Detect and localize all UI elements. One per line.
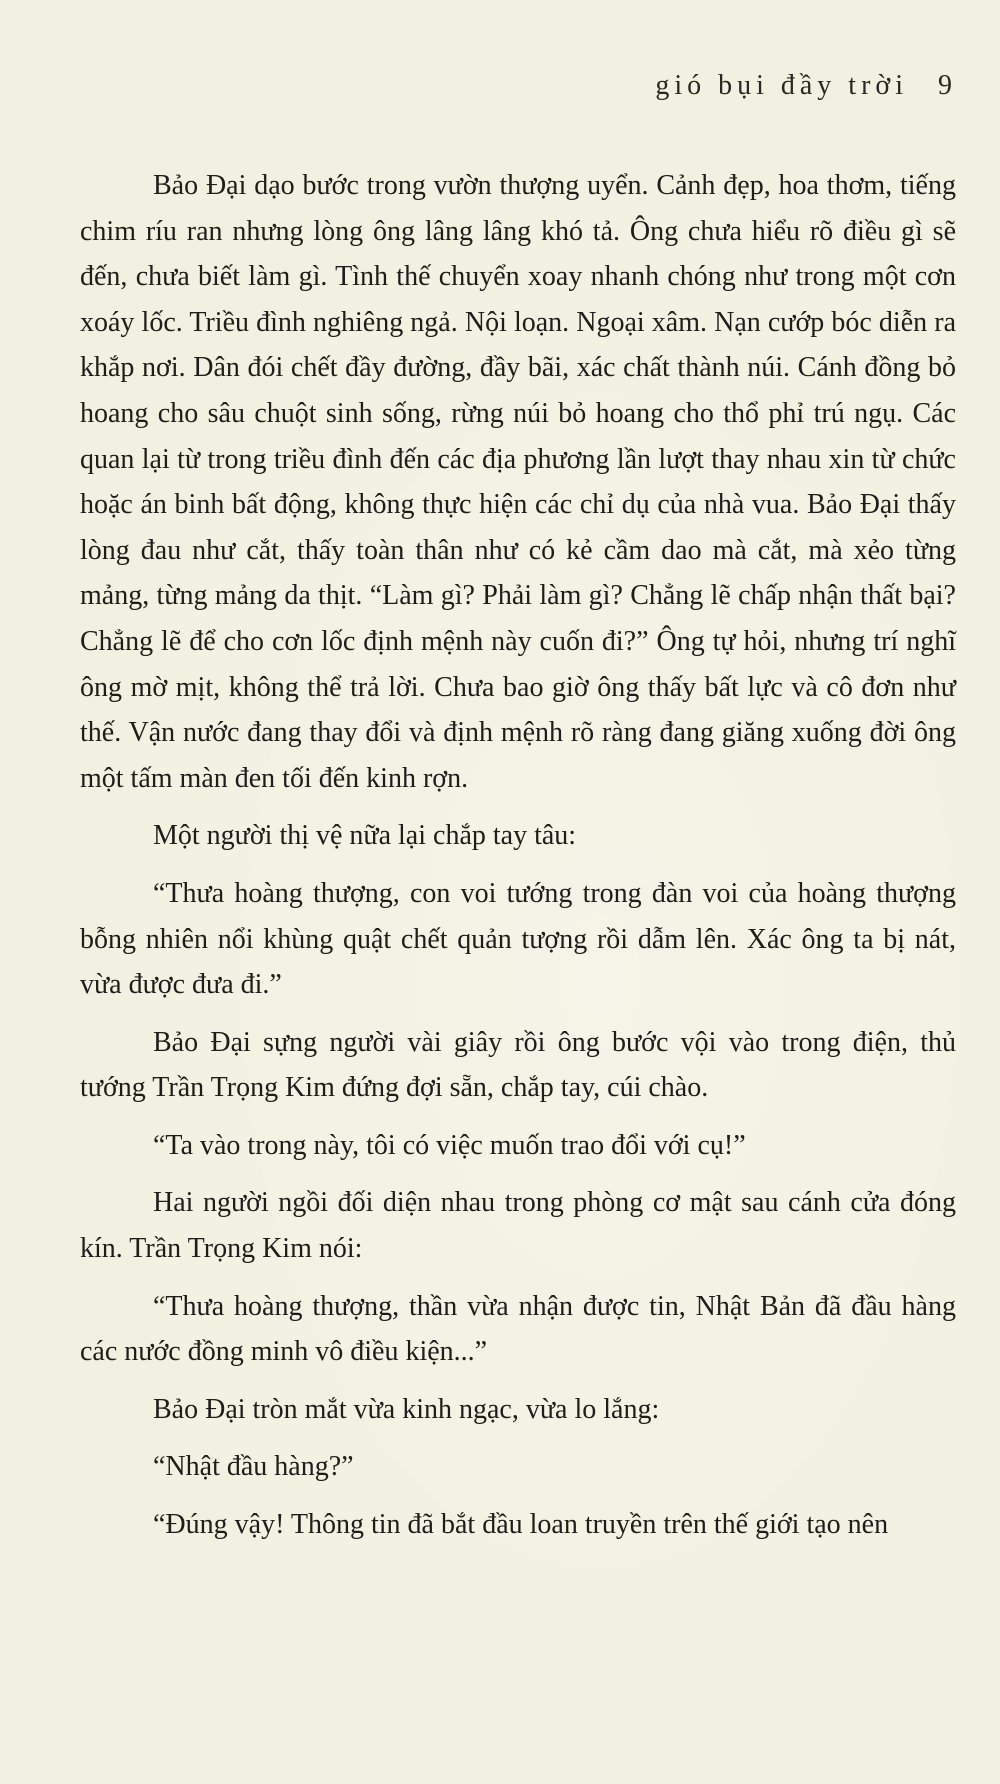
page-number: 9 — [938, 70, 952, 101]
paragraph: “Nhật đầu hàng?” — [153, 1451, 354, 1483]
paragraph: Một người thị vệ nữa lại chắp tay tâu: — [153, 820, 577, 852]
running-title: gió bụi đầy trời — [655, 70, 908, 101]
paragraph: Bảo Đại tròn mắt vừa kinh ngạc, vừa lo lắng: — [153, 1393, 660, 1425]
paragraph: “Thưa hoàng thượng, con voi tướng trong đàn voi của hoàng thượng bỗng nhiên nổi khùng quật chết quản tượng rồi dẫm lên. Xác ông ta bị nát, vừa được đưa đi.” — [80, 877, 956, 1001]
paragraph: Bảo Đại dạo bước trong vườn thượng uyển. Cảnh đẹp, hoa thơm, tiếng chim ríu ran nhưng lòng ông lâng lâng khó tả. Ông chưa hiểu rõ điều gì sẽ đến, chưa biết làm gì. Tình thế chuyển xoay nhanh chóng như trong một cơn xoáy lốc. Triều đình nghiêng ngả. Nội loạn. Ngoại xâm. Nạn cướp bóc diễn ra khắp nơi. Dân đói chết đầy đường, đầy bãi, xác chất thành núi. Cánh đồng bỏ hoang cho sâu chuột sinh sống, rừng núi bỏ hoang cho thổ phỉ trú ngụ. Các quan lại từ trong triều đình đến các địa phương lần lượt thay nhau xin từ chức hoặc án binh bất động, không thực hiện các chỉ dụ của nhà vua. Bảo Đại thấy lòng đau như cắt, thấy toàn thân như có kẻ cầm dao mà cắt, mà xẻo từng mảng, từng mảng da thịt. “Làm gì? Phải làm gì? Chẳng lẽ chấp nhận thất bại? Chẳng lẽ để cho cơn lốc định mệnh này cuốn đi?” Ông tự hỏi, nhưng trí nghĩ ông mờ mịt, không thể trả lời. Chưa bao giờ ông thấy bất lực và cô đơn như thế. Vận nước đang thay đổi và định mệnh rõ ràng đang giăng xuống đời ông một tấm màn đen tối đến kinh rợn. — [80, 170, 956, 794]
paragraph: “Thưa hoàng thượng, thần vừa nhận được tin, Nhật Bản đã đầu hàng các nước đồng minh vô điều kiện...” — [80, 1290, 956, 1368]
paragraph: Hai người ngồi đối diện nhau trong phòng cơ mật sau cánh cửa đóng kín. Trần Trọng Kim nói: — [80, 1187, 956, 1265]
body-text — [80, 163, 956, 1548]
paragraph: “Đúng vậy! Thông tin đã bắt đầu loan truyền trên thế giới tạo nên — [153, 1509, 889, 1541]
running-header — [655, 70, 952, 102]
paragraph: Bảo Đại sựng người vài giây rồi ông bước vội vào trong điện, thủ tướng Trần Trọng Kim đứng đợi sẵn, chắp tay, cúi chào. — [80, 1026, 956, 1104]
paragraph: “Ta vào trong này, tôi có việc muốn trao đổi với cụ!” — [153, 1129, 746, 1161]
